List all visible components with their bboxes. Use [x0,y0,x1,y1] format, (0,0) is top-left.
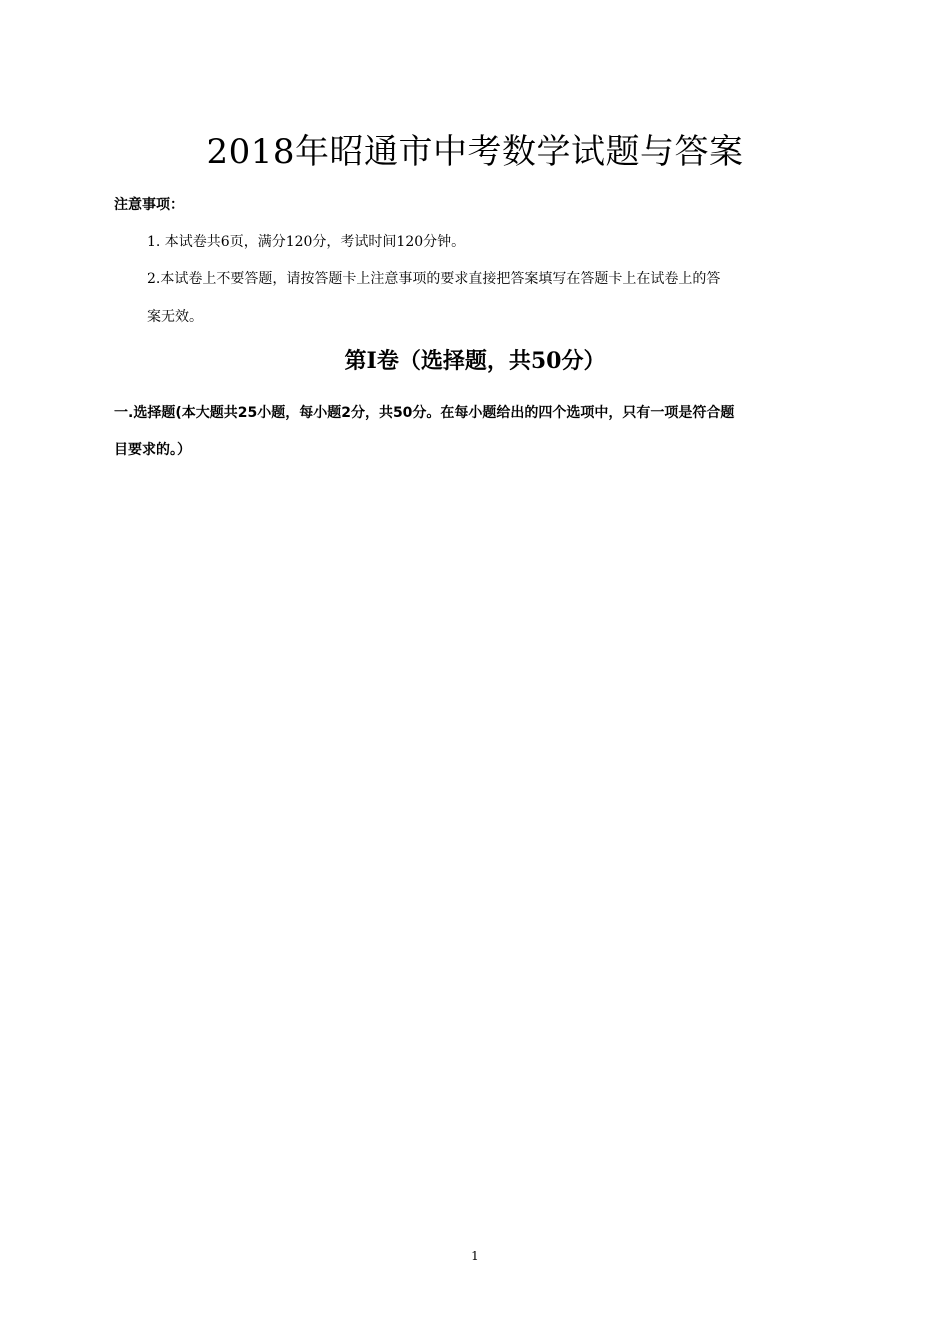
document-title: 2018年昭通市中考数学试题与答案 [206,132,744,172]
section-instruction-continuation: 目要求的。） [114,442,191,458]
section-heading: 第Ⅰ卷（选择题，共50分） [344,348,606,374]
section-instruction: 一.选择题(本大题共25小题，每小题2分，共50分。在每小题给出的四个选项中，只有一项是符合题 [114,405,735,421]
note-item-1: 1. 本试卷共6页，满分120分，考试时间120分钟。 [147,234,466,250]
page-number: 1 [471,1249,479,1263]
note-item-2-continuation: 案无效。 [147,309,203,325]
notes-heading: 注意事项： [114,197,184,213]
note-item-2: 2.本试卷上不要答题，请按答题卡上注意事项的要求直接把答案填写在答题卡上在试卷上的答 [147,271,721,287]
